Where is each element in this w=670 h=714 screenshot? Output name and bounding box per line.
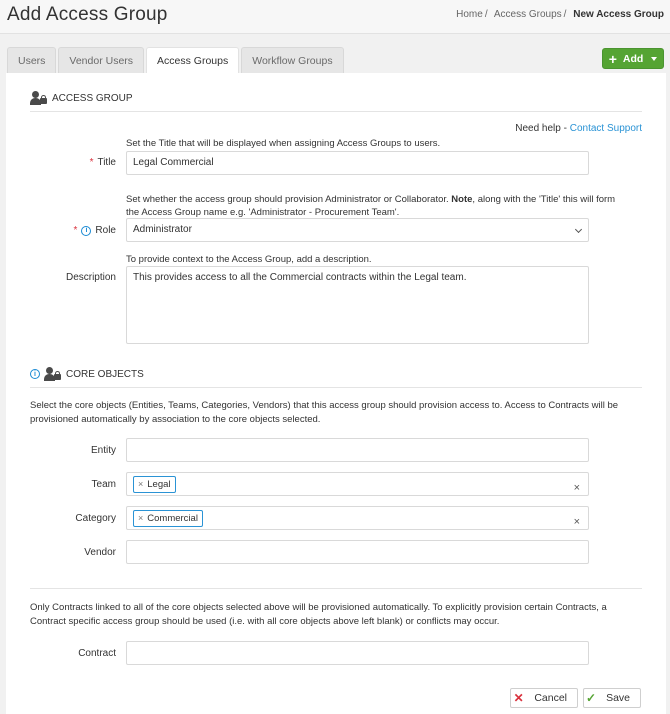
check-icon: ✓	[586, 691, 597, 705]
role-hint-text-2: , along with the 'Title' this will form the Access Group name e.g. 'Administrator - Procurement Team'.	[126, 194, 616, 218]
tab-workflow-groups[interactable]: Workflow Groups	[241, 47, 343, 73]
entity-label-text: Entity	[90, 445, 116, 456]
vendor-label-text: Vendor	[84, 547, 116, 558]
role-hint-note: Note	[451, 194, 473, 205]
access-group-heading	[30, 89, 133, 107]
breadcrumb	[456, 9, 664, 20]
remove-tag-icon[interactable]: ×	[138, 479, 144, 489]
help-line	[515, 123, 642, 134]
section-divider	[30, 588, 642, 589]
breadcrumb-access-groups[interactable]: Access Groups	[493, 9, 562, 20]
role-label	[74, 225, 116, 236]
contract-label	[78, 648, 116, 659]
core-objects-heading-text: CORE OBJECTS	[66, 368, 144, 380]
page-header	[0, 0, 670, 34]
title-hint: Set the Title that will be displayed when assigning Access Groups to users.	[126, 138, 441, 149]
category-tag	[133, 510, 203, 527]
breadcrumb-current: New Access Group	[573, 9, 664, 20]
description-textarea[interactable]: This provides access to all the Commercial contracts within the Legal team.	[126, 266, 589, 344]
user-lock-icon	[30, 91, 48, 105]
tab-bar	[7, 47, 346, 73]
title-label	[90, 157, 116, 168]
breadcrumb-home[interactable]: Home	[456, 9, 483, 20]
cancel-button-label: Cancel	[534, 692, 567, 704]
clear-icon[interactable]: ×	[573, 516, 580, 528]
contract-label-text: Contract	[78, 648, 116, 659]
category-label-text: Category	[75, 513, 116, 524]
help-prefix: Need help -	[515, 123, 570, 134]
role-label-text: Role	[95, 225, 116, 236]
info-icon[interactable]: i	[81, 226, 91, 236]
description-label	[66, 272, 116, 283]
role-hint	[126, 193, 616, 219]
access-group-heading-text: ACCESS GROUP	[52, 92, 133, 104]
team-label-text: Team	[91, 479, 116, 490]
description-hint: To provide context to the Access Group, add a description.	[126, 254, 372, 265]
contact-support-link[interactable]: Contact Support	[569, 123, 642, 134]
contract-note: Only Contracts linked to all of the core objects selected above will be provisioned automatically. To explicitly provision certain Contracts, a Contract specific access group should be used (i.e. with all core objects above left blank) or conflicts may occur.	[30, 602, 607, 627]
role-select-value: Administrator	[133, 224, 192, 235]
entity-label	[91, 445, 116, 456]
breadcrumb-separator: /	[563, 9, 567, 20]
close-icon: ✕	[513, 691, 524, 705]
role-select[interactable]	[126, 218, 589, 242]
entity-select[interactable]	[126, 438, 589, 462]
category-label	[75, 513, 116, 524]
breadcrumb-separator: /	[484, 9, 488, 20]
team-select[interactable]	[126, 472, 589, 496]
required-marker: *	[89, 157, 94, 168]
tab-access-groups[interactable]: Access Groups	[146, 47, 239, 74]
section-divider	[30, 387, 642, 388]
tab-users[interactable]: Users	[7, 47, 56, 73]
category-tag-label: Commercial	[147, 513, 198, 524]
add-button[interactable]	[602, 48, 664, 69]
vendor-label	[84, 547, 116, 558]
core-objects-intro: Select the core objects (Entities, Teams, Categories, Vendors) that this access group should provision access to. Access to Contracts will be provisioned automatically by association to the core objects selected.	[30, 400, 619, 425]
form-panel	[6, 73, 666, 714]
chevron-down-icon	[575, 226, 582, 233]
core-objects-heading	[30, 365, 144, 383]
team-tag-label: Legal	[147, 479, 171, 490]
add-button-label: Add	[622, 52, 644, 65]
description-label-text: Description	[65, 272, 116, 283]
required-marker: *	[73, 225, 78, 236]
section-divider	[30, 111, 642, 112]
user-lock-icon	[44, 367, 62, 381]
title-input[interactable]: Legal Commercial	[126, 151, 589, 175]
save-button-label: Save	[606, 692, 630, 704]
category-select[interactable]	[126, 506, 589, 530]
vendor-select[interactable]	[126, 540, 589, 564]
caret-down-icon	[651, 57, 657, 61]
info-icon[interactable]: i	[30, 369, 40, 379]
page-title: Add Access Group	[7, 4, 168, 25]
role-hint-text: Set whether the access group should provision Administrator or Collaborator.	[126, 194, 452, 205]
title-label-text: Title	[97, 157, 116, 168]
remove-tag-icon[interactable]: ×	[138, 513, 144, 523]
clear-icon[interactable]: ×	[573, 482, 580, 494]
contract-select[interactable]	[126, 641, 589, 665]
cancel-button[interactable]	[510, 688, 578, 708]
team-tag	[133, 476, 176, 493]
tab-vendor-users[interactable]: Vendor Users	[58, 47, 144, 73]
team-label	[92, 479, 116, 490]
plus-icon: +	[608, 50, 617, 67]
save-button[interactable]	[583, 688, 641, 708]
